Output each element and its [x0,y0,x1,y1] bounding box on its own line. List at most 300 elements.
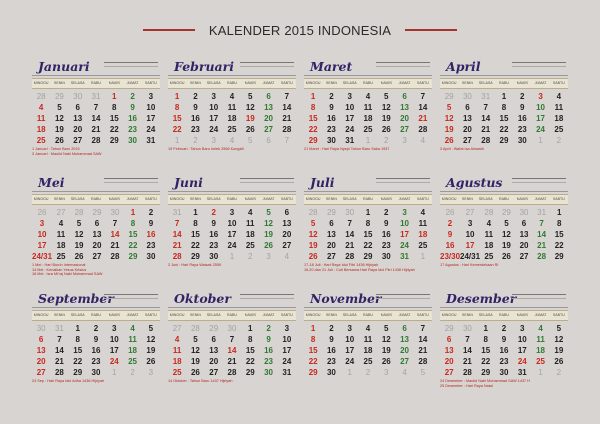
day-cell: 12 [308,230,318,239]
day-cell: 3 [402,208,407,217]
day-cell: 5 [248,136,253,145]
day-cell: 24 [109,357,119,366]
day-cell: 31 [400,252,410,261]
day-cell: 8 [112,103,117,112]
day-grid [304,91,432,146]
day-cell: 11 [128,335,137,344]
day-cell: 20 [519,241,529,250]
day-cell: 20 [326,241,336,250]
day-cell: 2 [556,136,562,145]
day-cell: 17 [146,114,156,123]
weekday-label: RABU [90,313,101,317]
day-cell: 3 [39,219,45,228]
day-cell: 16 [445,241,455,250]
weekday-label: SELASA [342,313,357,317]
weekday-label: SABTU [144,81,157,85]
hijri-caption-lines [512,178,566,183]
day-cell: 28 [282,125,292,134]
day-cell: 17 [465,241,475,250]
day-cell: 8 [75,335,80,344]
day-cell: 15 [73,346,83,355]
weekday-label: RABU [362,197,373,201]
day-cell: 23 [91,357,101,366]
hijri-caption-lines [240,178,294,183]
day-grid [304,207,432,262]
weekday-label: MINGGU [441,313,457,317]
day-cell: 31 [481,92,491,101]
month-name: November [310,291,382,306]
day-cell: 3 [112,324,117,333]
day-cell: 16 [326,114,336,123]
day-cell: 28 [91,136,101,145]
weekday-label: MINGGU [33,313,49,317]
day-cell: 1 [347,368,352,377]
day-cell: 5 [446,103,452,112]
day-cell: 2 [130,92,135,101]
day-cell: 13 [209,346,219,355]
day-cell: 12 [146,335,156,344]
day-cell: 4 [58,219,64,228]
holiday-note: 17 Agustus : Hari Kemerdekaan RI [440,263,499,267]
day-cell: 19 [381,346,391,355]
day-cell: 7 [174,219,180,228]
day-cell: 18 [245,230,255,239]
weekday-header [168,310,296,321]
day-cell: 1 [248,324,253,333]
day-cell: 19 [54,125,64,134]
day-cell: 28 [190,324,200,333]
day-cell: 4 [38,103,44,112]
day-cell: 30 [462,92,472,101]
day-cell: 30 [264,368,274,377]
day-cell: 21 [282,114,292,123]
weekday-label: KAMIS [244,197,256,201]
weekday-header [304,78,432,89]
hijri-caption-lines [104,62,158,67]
weekday-label: JUMAT [534,313,547,317]
month-name: Januari [38,59,90,74]
day-cell: 21 [91,125,101,134]
day-cell: 3 [347,92,352,101]
hijri-caption-lines [376,62,430,67]
day-cell: 1 [310,324,316,333]
month-maret [304,58,432,160]
day-cell: 23 [209,241,219,250]
month-header [304,290,432,308]
day-cell: 1 [75,324,80,333]
month-april [440,58,568,160]
day-cell: 28 [54,368,64,377]
day-cell: 13 [73,114,83,123]
day-cell: 10 [227,219,237,228]
day-cell: 8 [556,219,562,228]
day-cell: 16 [190,114,200,123]
day-cell: 12 [54,114,64,123]
weekday-label: MINGGU [305,81,321,85]
day-cell: 17 [345,346,355,355]
day-cell: 30 [326,136,336,145]
day-cell: 3 [467,219,473,228]
day-cell: 30 [73,92,83,101]
day-cell: 18 [554,114,564,123]
month-divider [32,75,160,76]
hijri-caption-lines [240,294,294,299]
day-cell: 2 [384,136,389,145]
day-cell: 29 [308,136,318,145]
weekday-label: SABTU [144,313,157,317]
day-cell: 2 [193,136,198,145]
day-cell: 11 [227,103,237,112]
holiday-note: 24 Desember : Maulid Nabi Muhammad SAW 1437 H [440,379,530,383]
weekday-label: JUMAT [262,313,275,317]
day-cell: 7 [93,103,99,112]
day-cell: 14 [110,230,120,239]
month-divider [304,307,432,308]
day-cell: 26 [445,208,455,217]
weekday-label: SABTU [280,313,293,317]
hijri-caption-lines [512,294,566,299]
hijri-caption-lines [376,294,430,299]
weekday-header [32,194,160,205]
day-cell: 19 [308,241,318,250]
day-cell: 3 [266,252,271,261]
day-cell: 15 [554,230,564,239]
day-grid [168,91,296,146]
day-cell: 25 [245,241,255,250]
month-header [304,174,432,192]
day-cell: 29 [326,208,336,217]
holiday-notes [32,263,160,277]
day-cell: 26 [190,368,200,377]
weekday-label: KAMIS [108,313,120,317]
day-cell: 1 [130,208,136,217]
day-cell: 1 [538,368,543,377]
holiday-note: 16 Mei : Isra Mi'raj Nabi Muhammad SAW [32,272,103,277]
weekday-label: MINGGU [169,197,185,201]
day-cell: 9 [384,219,389,228]
day-cell: 28 [345,252,355,261]
day-cell: 2 [329,324,334,333]
holiday-note: 3 Januari : Maulid Nabi Muhammad SAW [32,151,102,156]
month-februari [168,58,296,160]
day-cell: 26 [54,136,64,145]
weekday-label: SENIN [461,81,473,85]
day-cell: 15 [481,346,491,355]
title-rule-right [405,29,457,31]
day-grid [440,323,568,378]
day-cell: 6 [266,136,271,145]
day-cell: 18 [128,346,138,355]
day-cell: 7 [347,219,352,228]
day-cell: 15 [128,230,138,239]
day-cell: 30 [381,252,391,261]
weekday-label: RABU [498,197,509,201]
day-cell: 19 [190,357,200,366]
day-cell: 16 [381,230,391,239]
weekday-header [440,194,568,205]
day-cell: 3 [284,324,290,333]
day-cell: 11 [56,230,66,239]
day-cell: 19 [554,346,564,355]
day-cell: 7 [483,103,488,112]
day-grid [32,91,160,146]
day-cell: 1 [365,208,371,217]
weekday-label: KAMIS [380,313,392,317]
day-cell: 13 [444,346,454,355]
day-cell: 29 [444,324,454,333]
day-cell: 1 [229,252,235,261]
day-cell: 6 [38,335,44,344]
day-cell: 3 [229,208,235,217]
day-cell: 13 [264,103,274,112]
holiday-notes [168,379,296,384]
day-cell: 22 [554,241,564,250]
day-cell: 8 [174,103,180,112]
day-cell: 2 [384,208,389,217]
weekday-label: MINGGU [33,197,49,201]
day-cell: 17 [345,114,355,123]
day-cell: 21 [418,114,428,123]
day-cell: 18 [536,346,546,355]
month-divider [32,307,160,308]
weekday-label: SELASA [70,81,85,85]
day-cell: 29 [109,136,119,145]
day-cell: 25 [363,357,373,366]
day-cell: 2 [266,324,271,333]
day-cell: 9 [148,219,154,228]
day-cell: 15 [190,230,200,239]
weekday-label: SELASA [342,81,357,85]
weekday-label: RABU [498,313,509,317]
day-cell: 20 [36,357,46,366]
day-cell: 10 [517,335,527,344]
month-header [168,174,296,192]
day-cell: 25 [128,357,138,366]
day-cell: 25 [536,357,546,366]
day-cell: 14 [345,230,355,239]
day-cell: 11 [536,335,545,344]
day-cell: 26 [554,357,564,366]
day-cell: 26 [146,357,156,366]
day-cell: 27 [400,357,410,366]
day-cell: 12 [74,230,84,239]
day-cell: 16 [91,346,101,355]
day-cell: 9 [520,103,525,112]
day-cell: 4 [538,324,543,333]
weekday-label: SABTU [552,313,565,317]
weekday-label: KAMIS [108,81,120,85]
day-cell: 14 [91,114,101,123]
day-cell: 27 [282,241,292,250]
weekday-label: SENIN [189,313,201,317]
weekday-label: KAMIS [516,81,528,85]
day-cell: 6 [211,335,216,344]
weekday-label: SENIN [325,81,337,85]
weekday-label: SENIN [53,197,65,201]
day-cell: 17 [109,346,119,355]
month-name: Desember [446,291,517,306]
day-cell: 20 [462,125,472,134]
day-cell: 1 [420,252,426,261]
weekday-label: SABTU [416,81,429,85]
day-cell: 29 [499,136,509,145]
weekday-label: SELASA [478,313,493,317]
day-cell: 8 [130,219,136,228]
holiday-note: 21 Maret : Hari Raya Nyepi Tahun Baru Saka 1937 [304,147,390,151]
day-cell: 28 [308,208,318,217]
day-cell: 2 [211,208,216,217]
month-name: Oktober [174,291,231,306]
day-cell: 18 [56,241,66,250]
day-cell: 13 [400,335,410,344]
day-cell: 5 [57,103,62,112]
day-cell: 13 [326,230,336,239]
day-cell: 1 [112,92,117,101]
day-cell: 21 [345,241,355,250]
month-mei [32,174,160,276]
day-cell: 6 [402,324,407,333]
weekday-label: JUMAT [398,313,411,317]
day-cell: 30 [499,368,509,377]
day-cell: 9 [329,103,334,112]
day-cell: 26 [308,252,318,261]
day-cell: 22 [73,357,83,366]
day-cell: 6 [329,219,334,228]
day-cell: 14 [54,346,64,355]
weekday-label: RABU [226,81,237,85]
day-cell: 16 [499,346,509,355]
title-row [0,20,600,40]
weekday-label: SENIN [189,81,201,85]
weekday-label: MINGGU [33,81,49,85]
day-cell: 1 [174,92,180,101]
day-cell: 9 [329,335,334,344]
day-cell: 5 [504,219,509,228]
day-grid [32,323,160,378]
day-cell: 1 [112,368,117,377]
holiday-note: 17-18 Juli : Hari Raya Idul Fitri 1436 Hijriyah [304,263,379,267]
day-cell: 5 [266,208,271,217]
day-cell: 30 [110,208,120,217]
day-grid [440,91,568,146]
day-cell: 27 [465,208,475,217]
day-cell: 28 [227,368,237,377]
day-cell: 8 [501,103,507,112]
day-cell: 6 [266,92,271,101]
weekday-label: SABTU [552,197,565,201]
day-cell: 24 [345,357,355,366]
day-cell: 2 [365,368,371,377]
day-cell: 3 [211,136,216,145]
day-cell: 20 [73,125,83,134]
weekday-label: RABU [226,197,237,201]
day-cell: 7 [229,335,235,344]
month-agustus [440,174,568,276]
day-cell: 28 [481,136,491,145]
month-header [440,174,568,192]
day-cell: 27 [56,208,66,217]
weekday-label: KAMIS [380,197,392,201]
day-cell: 4 [556,92,562,101]
month-header [304,58,432,76]
day-cell: 22 [109,125,119,134]
day-cell: 28 [110,252,120,261]
day-cell: 5 [556,324,562,333]
day-cell: 27 [444,368,454,377]
day-cell: 3 [384,368,389,377]
weekday-header [440,78,568,89]
day-cell: 24 [517,357,527,366]
day-cell: 4 [402,368,407,377]
weekday-label: SELASA [70,197,85,201]
day-cell: 8 [248,335,253,344]
day-cell: 4 [284,252,290,261]
day-cell: 13 [519,230,529,239]
day-cell: 28 [462,368,472,377]
day-cell: 21 [227,357,237,366]
day-cell: 3 [347,324,352,333]
holiday-note: 14 Mei : Kenaikan Yesus Kristus [32,267,87,272]
weekday-label: SELASA [342,197,357,201]
weekday-label: SABTU [416,197,429,201]
day-cell: 8 [310,103,316,112]
day-cell: 22 [308,357,318,366]
day-cell: 7 [284,136,290,145]
day-cell: 15 [109,114,119,123]
day-cell: 23 [264,357,274,366]
day-cell: 9 [447,230,453,239]
day-cell: 31 [537,208,547,217]
day-cell: 14 [418,335,428,344]
day-cell: 29 [501,208,511,217]
month-oktober [168,290,296,392]
day-cell: 4 [248,208,253,217]
day-cell: 5 [310,219,316,228]
weekday-label: RABU [90,197,101,201]
day-cell: 23 [128,125,138,134]
weekday-label: SELASA [478,81,493,85]
day-cell: 12 [190,346,200,355]
day-cell: 27 [264,125,274,134]
day-cell: 27 [519,252,529,261]
weekday-label: SENIN [461,197,473,201]
day-cell: 13 [282,219,292,228]
day-cell: 18 [484,241,494,250]
day-cell: 19 [264,230,274,239]
day-cell: 15 [499,114,509,123]
day-cell: 30 [462,324,472,333]
month-september [32,290,160,392]
weekday-label: RABU [362,81,373,85]
day-cell: 27 [209,368,219,377]
day-cell: 23/30 [440,252,461,261]
day-cell: 3 [402,136,407,145]
holiday-notes [32,379,160,384]
day-cell: 6 [75,103,80,112]
day-cell: 5 [384,92,389,101]
day-cell: 31 [517,368,527,377]
day-cell: 19 [381,114,391,123]
day-cell: 8 [483,335,488,344]
day-cell: 16 [517,114,527,123]
day-cell: 22 [245,357,255,366]
day-cell: 24 [536,125,546,134]
day-cell: 20 [282,230,292,239]
day-cell: 7 [112,219,118,228]
weekday-label: RABU [498,81,509,85]
weekday-label: KAMIS [244,81,256,85]
day-cell: 31 [345,136,355,145]
